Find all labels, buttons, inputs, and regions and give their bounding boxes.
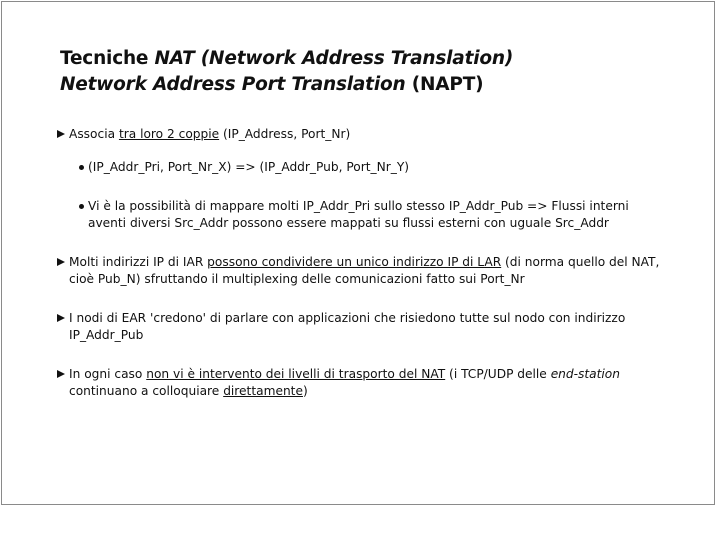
arrow-bullet-icon xyxy=(57,314,65,322)
title-line-2 xyxy=(60,72,513,98)
bullet-text: Associa xyxy=(69,127,119,141)
slide xyxy=(1,1,715,505)
bullet-text: Molti indirizzi IP di IAR xyxy=(69,255,208,269)
dot-bullet-icon xyxy=(79,204,84,209)
bullet-text: (IP_Address, Port_Nr) xyxy=(219,127,351,141)
bullet-molti-indirizzi xyxy=(57,254,667,288)
bullet-underlined: tra loro 2 coppie xyxy=(118,127,220,141)
sub-bullet-possibility xyxy=(57,198,667,232)
bullet-nodi-ear xyxy=(57,310,667,344)
title-line-1 xyxy=(60,46,513,72)
title-napt-acronym: (NAPT) xyxy=(405,74,484,95)
bullet-associa xyxy=(57,126,667,143)
dot-bullet-icon xyxy=(79,165,84,170)
bullet-italic: end-station xyxy=(550,367,620,381)
arrow-bullet-icon xyxy=(57,370,65,378)
slide-body xyxy=(57,126,667,400)
title-prefix: Tecniche xyxy=(60,48,155,69)
sub-bullet-text: (IP_Addr_Pri, Port_Nr_X) => (IP_Addr_Pub, Port_Nr_Y) xyxy=(88,160,410,174)
title-napt-name: Network Address Port Translation xyxy=(60,74,406,95)
arrow-bullet-icon xyxy=(57,130,65,138)
bullet-text: In ogni caso xyxy=(69,367,147,381)
sub-bullet-text: Vi è la possibilità di mappare molti IP_Addr_Pri sullo stesso IP_Addr_Pub => Flussi interni aventi diversi Src_Addr possono essere mappati su flussi esterni con uguale Src_Addr xyxy=(88,199,629,230)
bullet-text: (i TCP/UDP delle xyxy=(445,367,551,381)
slide-title xyxy=(60,46,513,98)
bullet-text: ) xyxy=(302,384,308,398)
bullet-text: continuano a colloquiare xyxy=(69,384,224,398)
bullet-underlined: possono condividere un unico indirizzo IP di LAR xyxy=(207,255,502,269)
title-nat: NAT (Network Address Translation) xyxy=(154,48,514,69)
sub-bullet-mapping xyxy=(57,159,667,176)
bullet-underlined: direttamente xyxy=(223,384,303,398)
bullet-text: I nodi di EAR 'credono' di parlare con applicazioni che risiedono tutte sul nodo con indirizzo IP_Addr_Pub xyxy=(69,311,626,342)
bullet-text: (di norma quello del NAT, cioè Pub_N) sfruttando il multiplexing delle comunicazioni fatto sui Port_Nr xyxy=(69,255,660,286)
arrow-bullet-icon xyxy=(57,258,65,266)
bullet-in-ogni-caso xyxy=(57,366,667,400)
bullet-underlined: non vi è intervento dei livelli di trasporto del NAT xyxy=(146,367,446,381)
